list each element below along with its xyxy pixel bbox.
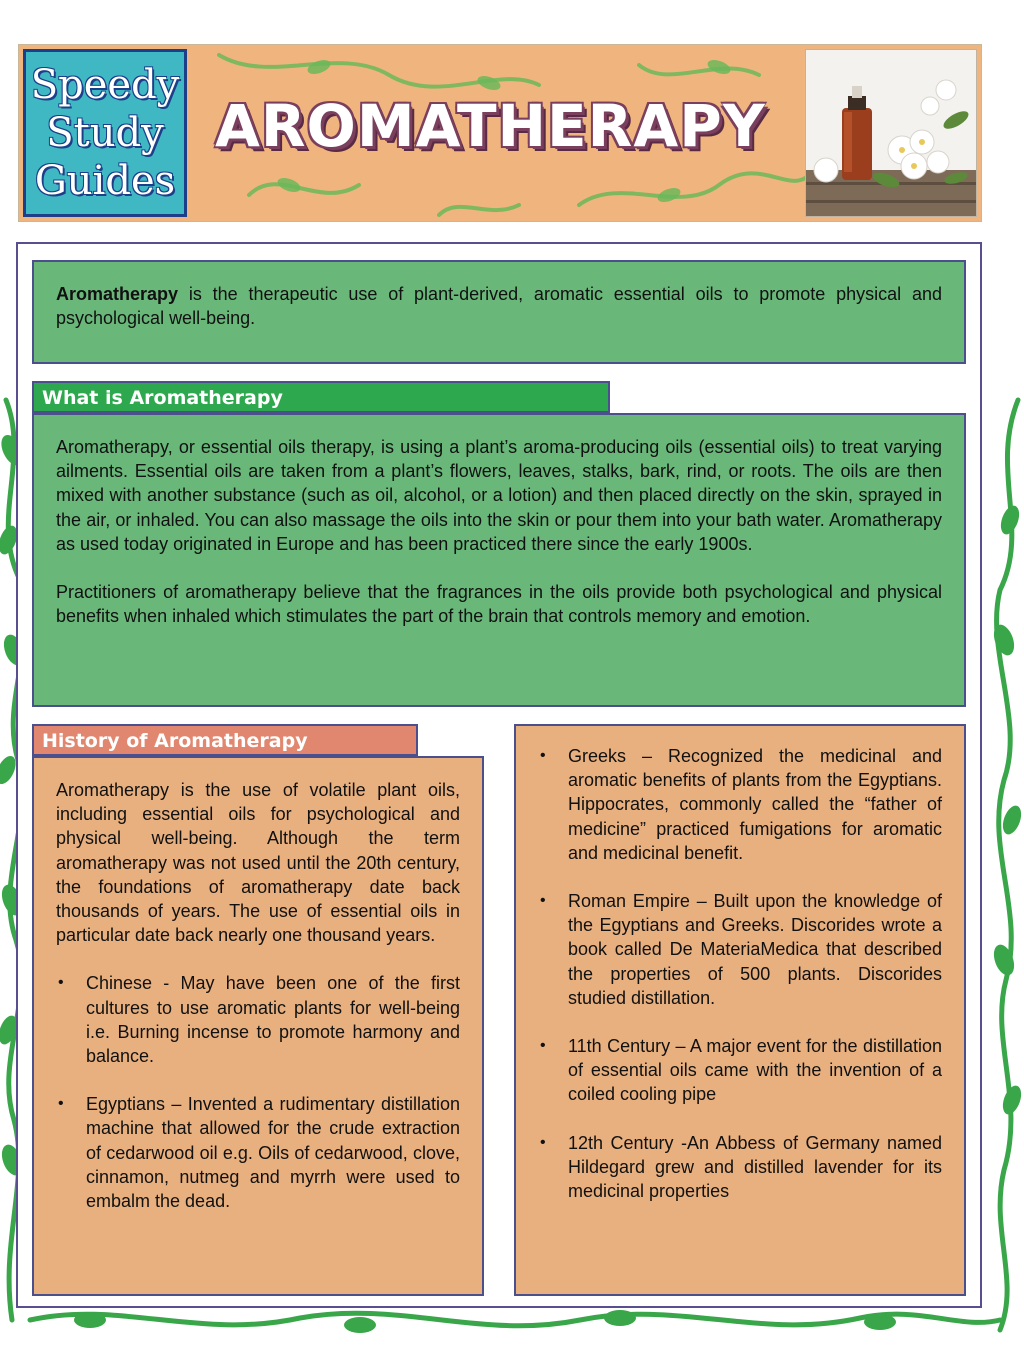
essential-oil-photo [805,49,977,217]
history-intro: Aromatherapy is the use of volatile plant oils, including essential oils for psychological and physical well-being. Although the term aromatherapy was not used until the 20th century, the foundations of aromatherapy date back thousands of years. The use of essential oils in particular date back nearly one thousand years. [56,780,460,946]
history-left-list [56,971,460,1213]
page-title: AROMATHERAPY [215,92,766,160]
history-left-box [32,756,484,1296]
history-right-list [538,744,942,1203]
what-is-aromatherapy-heading: What is Aromatherapy [32,381,610,413]
list-item: • Roman Empire – Built upon the knowledge of the Egyptians and Greeks. Discorides wrote a book called De MateriaMedica that described the properties of 500 plants. Discorides studied distillation. [538,889,942,1010]
intro-definition-box [32,260,966,364]
what-is-aromatherapy-box [32,413,966,707]
what-paragraph: Aromatherapy, or essential oils therapy, is using a plant’s aroma-producing oils (essential oils) to treat varying ailments. Essential oils are taken from a plant’s flowers, leaves, stalks, bark, rind, or roots. The oils are then mixed with another substance (such as oil, alcohol, or a lotion) and then placed directly on the skin, sprayed in the air, or inhaled. You can also massage the oils into the skin or pour them into your bath water. Aromatherapy as used today originated in Europe and has been practiced there since the early 1900s. [56,437,942,554]
essential-oil-bottle-icon [806,50,977,217]
list-item: • Greeks – Recognized the medicinal and aromatic benefits of plants from the Egyptians. Hippocrates, commonly called the “father of medicine” practiced fumigations for aromatic and medicinal benefit. [538,744,942,865]
list-item: • Chinese - May have been one of the first cultures to use aromatic plants for well-being i.e. Burning incense to promote harmony and balance. [56,971,460,1068]
list-item: • Egyptians – Invented a rudimentary distillation machine that allowed for the crude extraction of cedarwood oil e.g. Oils of cedarwood, clove, cinnamon, nutmeg and myrrh were used to embalm the dead. [56,1092,460,1213]
list-item: • 11th Century – A major event for the distillation of essential oils came with the invention of a coiled cooling pipe [538,1034,942,1107]
speedy-study-guides-logo [23,49,187,217]
list-item: • 12th Century -An Abbess of Germany named Hildegard grew and distilled lavender for its medicinal properties [538,1131,942,1204]
history-heading: History of Aromatherapy [32,724,418,756]
history-right-box [514,724,966,1296]
logo-line: Study [46,110,164,156]
intro-term: Aromatherapy [56,284,179,304]
logo-line: Speedy [30,62,180,108]
logo-line: Guides [34,158,176,204]
what-paragraph: Practitioners of aromatherapy believe that the fragrances in the oils provide both psychological and physical benefits when inhaled which stimulates the part of the brain that controls memory and emotion. [56,582,942,627]
header-banner [18,44,982,222]
intro-definition: is the therapeutic use of plant-derived, aromatic essential oils to promote physical and psychological well-being. [56,284,942,328]
